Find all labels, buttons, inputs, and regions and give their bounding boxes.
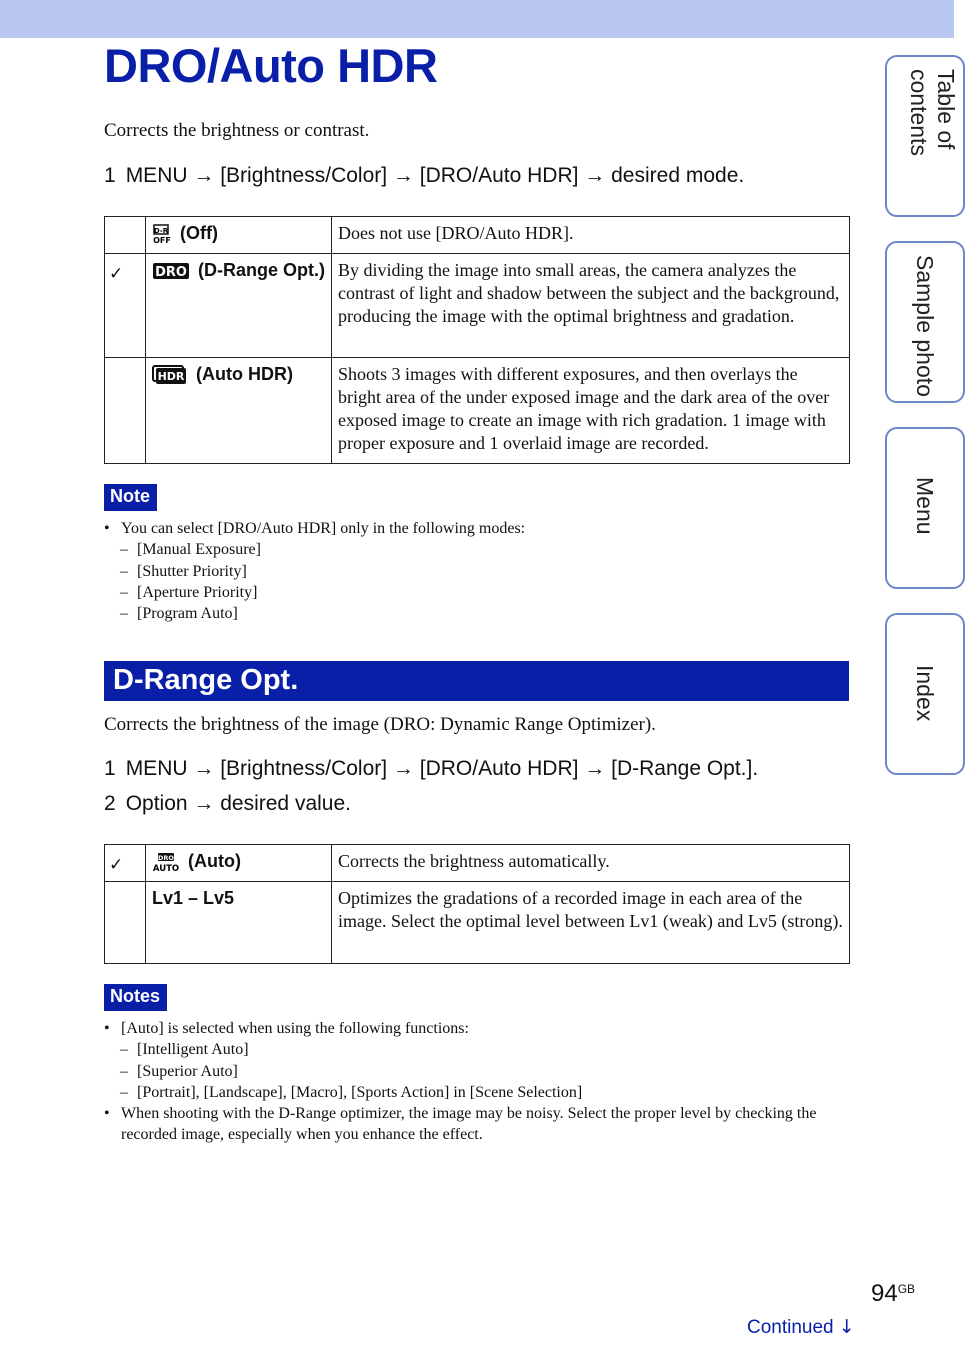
section-heading: D-Range Opt. (104, 661, 849, 701)
desc-cell: Corrects the brightness automatically. (332, 845, 850, 882)
continued-link[interactable] (747, 1316, 855, 1339)
step-text: MENU → [Brightness/Color] → [DRO/Auto HDR] → desired mode. (125, 164, 745, 187)
tab-table-of-contents[interactable] (885, 55, 965, 217)
list-item: • You can select [DRO/Auto HDR] only in the following modes: (104, 518, 854, 539)
table-row (105, 845, 850, 882)
section-intro: Corrects the brightness of the image (DRO: Dynamic Range Optimizer). (104, 714, 656, 735)
desc-cell: Does not use [DRO/Auto HDR]. (332, 217, 850, 254)
step-1 (104, 164, 744, 188)
list-item: – [Superior Auto] (104, 1061, 854, 1082)
table-row (105, 358, 850, 464)
note-badge: Note (104, 484, 157, 511)
table-row (105, 882, 850, 964)
continued-label: Continued (747, 1317, 834, 1338)
mode-cell (146, 845, 332, 882)
tab-label: Sample photo (912, 255, 938, 397)
mode-cell: Lv1 – Lv5 (146, 882, 332, 964)
hdr-icon (152, 365, 188, 385)
tab-index[interactable] (885, 613, 965, 775)
step-text: MENU → [Brightness/Color] → [DRO/Auto HDR] → [D-Range Opt.]. (125, 757, 759, 780)
check-cell (105, 882, 146, 964)
page-suffix: GB (897, 1282, 916, 1296)
mode-cell (146, 358, 332, 464)
check-cell (105, 254, 146, 358)
notes-badge: Notes (104, 984, 167, 1011)
dro-icon (152, 262, 190, 280)
tab-label: Menu (912, 477, 938, 535)
svg-text:D-R: D-R (153, 227, 169, 236)
list-item: – [Manual Exposure] (104, 539, 854, 560)
list-item: – [Portrait], [Landscape], [Macro], [Sports Action] in [Scene Selection] (104, 1082, 854, 1103)
svg-text:AUTO: AUTO (152, 864, 180, 875)
desc-cell: By dividing the image into small areas, the camera analyzes the contrast of light and shadow between the subject and the background, producing the image with the optimal brightness and gradation. (332, 254, 850, 358)
mode-table (104, 216, 850, 464)
page-number-value: 94 (871, 1280, 898, 1307)
mode-label: (Off) (180, 223, 218, 243)
step-number: 1 (104, 757, 116, 780)
mode-cell (146, 217, 332, 254)
svg-text:HDR: HDR (157, 370, 185, 384)
dro-auto-icon (152, 852, 180, 875)
notes-list (104, 1018, 854, 1146)
list-item: • [Auto] is selected when using the following functions: (104, 1018, 854, 1039)
list-item: – [Program Auto] (104, 603, 854, 624)
down-arrow-icon: ↓ (838, 1316, 855, 1338)
mode-label: (Auto) (188, 851, 241, 871)
svg-text:DRO: DRO (155, 265, 187, 281)
step-number: 1 (104, 164, 116, 187)
list-item: • When shooting with the D-Range optimizer, the image may be noisy. Select the proper level by checking the recorded image, especially when you enhance the effect. (104, 1103, 850, 1146)
step-2 (104, 792, 351, 816)
desc-cell: Optimizes the gradations of a recorded image in each area of the image. Select the optimal level between Lv1 (weak) and Lv5 (strong). (332, 882, 850, 964)
table-row (105, 254, 850, 358)
check-cell (105, 358, 146, 464)
list-item: – [Intelligent Auto] (104, 1039, 854, 1060)
list-item: – [Aperture Priority] (104, 582, 854, 603)
svg-text:OFF: OFF (153, 236, 171, 246)
check-icon: ✓ (109, 855, 124, 875)
dro-off-icon (152, 224, 172, 244)
table-row (105, 217, 850, 254)
check-cell (105, 845, 146, 882)
page-title: DRO/Auto HDR (104, 39, 438, 92)
header-band (0, 0, 954, 38)
page-number (871, 1280, 915, 1308)
check-cell (105, 217, 146, 254)
tab-label: Table of contents (906, 69, 959, 156)
mode-label: (Auto HDR) (196, 364, 293, 384)
step-text: Option → desired value. (125, 792, 351, 815)
intro-text: Corrects the brightness or contrast. (104, 120, 370, 141)
step-1 (104, 757, 758, 781)
mode-cell (146, 254, 332, 358)
note-list (104, 518, 854, 624)
step-number: 2 (104, 792, 116, 815)
tab-sample-photo[interactable] (885, 241, 965, 403)
tab-label: Index (912, 665, 938, 722)
list-item: – [Shutter Priority] (104, 561, 854, 582)
level-table (104, 844, 850, 964)
desc-cell: Shoots 3 images with different exposures, and then overlays the bright area of the under exposed image and the dark area of the over exposed image to create an image with rich gradation. 1 image with proper exposure and 1 overlaid image are recorded. (332, 358, 850, 464)
check-icon: ✓ (109, 264, 124, 284)
mode-label: (D-Range Opt.) (198, 260, 325, 280)
svg-text:DRO: DRO (158, 854, 174, 863)
tab-menu[interactable] (885, 427, 965, 589)
